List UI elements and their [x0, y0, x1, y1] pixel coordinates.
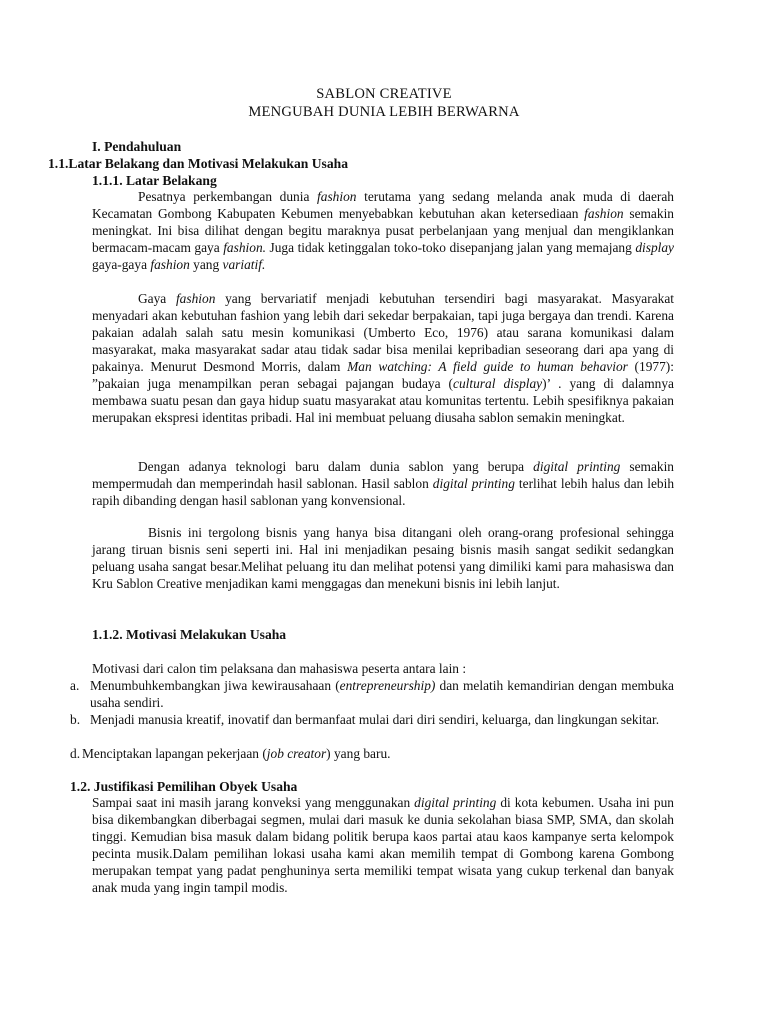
list-item-text: Menjadi manusia kreatif, inovatif dan bermanfaat mulai dari diri sendiri, keluarga, dan lingkungan sekitar. [90, 712, 660, 727]
paragraph-text: Gaya fashion yang bervariatif menjadi kebutuhan tersendiri bagi masyarakat. Masyarakat menyadari akan kebutuhan fashion yang lebih dari sekedar berpakaian, tapi juga bergaya dan trendi. Karena pakaian adalah salah satu mesin komunikasi (Umberto Eco, 1976) atau sarana komunikasi dalam masyarakat, maka masyarakat sadar atau tidak sadar bisa menilai kepribadian seseorang dari apa yang di pakainya. Menurut Desmond Morris, dalam Man watching: A field guide to human behavior (1977): ”pakaian juga menampilkan peran sebagai pajangan budaya (cultural display)’ . yang di dalamnya membawa suatu pesan dan gaya hidup suatu masyarakat atau komunitas tertentu. Lebih spesifiknya pakaian merupakan ekspresi identitas pribadi. Hal ini membuat peluang diusaha sablon semakin meningkat. [92, 291, 674, 425]
list-item-text: Menciptakan lapangan pekerjaan (job creator) yang baru. [82, 746, 391, 761]
paragraph-latar-belakang-4 [92, 524, 674, 592]
document-title-line-2: MENGUBAH DUNIA LEBIH BERWARNA [248, 104, 520, 120]
list-marker: a. [70, 678, 80, 693]
paragraph-text: Dengan adanya teknologi baru dalam dunia sablon yang berupa digital printing semakin mempermudah dan memperindah hasil sablonan. Hasil sablon digital printing terlihat lebih halus dan lebih rapih dibanding dengan hasil sablonan yang konvensional. [92, 459, 675, 508]
paragraph-justifikasi [92, 794, 674, 896]
heading-latar-belakang-dan-motivasi: 1.1.Latar Belakang dan Motivasi Melakukan Usaha [48, 156, 348, 171]
motivasi-intro [92, 660, 674, 677]
motivasi-intro-text: Motivasi dari calon tim pelaksana dan mahasiswa peserta antara lain : [92, 661, 467, 676]
paragraph-latar-belakang-1 [92, 188, 674, 273]
list-marker: d. [70, 746, 81, 761]
list-item-text: Menumbuhkembangkan jiwa kewirausahaan (entrepreneurship) dan melatih kemandirian dengan membuka usaha sendiri. [90, 678, 674, 710]
heading-motivasi-melakukan-usaha: 1.1.2. Motivasi Melakukan Usaha [92, 627, 287, 642]
motivasi-list [70, 677, 674, 762]
heading-latar-belakang: 1.1.1. Latar Belakang [92, 173, 217, 188]
list-marker: b. [70, 712, 81, 727]
list-item [70, 677, 674, 711]
paragraph-latar-belakang-3 [92, 458, 674, 509]
list-item [70, 711, 674, 745]
heading-justifikasi-pemilihan-obyek-usaha: 1.2. Justifikasi Pemilihan Obyek Usaha [70, 779, 298, 794]
heading-pendahuluan: I. Pendahuluan [92, 139, 182, 154]
paragraph-text: Pesatnya perkembangan dunia fashion terutama yang sedang melanda anak muda di daerah Kecamatan Gombong Kabupaten Kebumen menyebabkan kebutuhan akan ketersediaan fashion semakin meningkat. Ini bisa dilihat dengan begitu maraknya pusat perbelanjaan yang menjual dan mengiklankan bermacam-macam gaya fashion. Juga tidak ketinggalan toko-toko disepanjang jalan yang memajang display gaya-gaya fashion yang variatif. [92, 189, 674, 272]
paragraph-text: Bisnis ini tergolong bisnis yang hanya bisa ditangani oleh orang-orang profesional sehingga jarang tiruan bisnis seni seperti ini. Hal ini menjadikan pesaing bisnis masih sangat sedikit sedangkan peluang usaha sangat besar.Melihat peluang itu dan melihat potensi yang dimiliki kami para mahasiswa dan Kru Sablon Creative menjadikan kami menggagas dan menekuni bisnis ini lebih lanjut. [92, 525, 674, 591]
list-item [70, 745, 674, 762]
document-title-line-1: SABLON CREATIVE [316, 86, 452, 102]
paragraph-latar-belakang-2 [92, 290, 674, 426]
paragraph-text: Sampai saat ini masih jarang konveksi yang menggunakan digital printing di kota kebumen. Usaha ini pun bisa dikembangkan diberbagai segmen, mulai dari masuk ke dunia sekolahan biasa SMP, SMA, dan skolah tinggi. Kemudian bisa masuk dalam bidang politik berupa kaos partai atau kaos kampanye serta kelompok pecinta musik.Dalam pemilihan lokasi usaha kami akan memilih tempat di Gombong karena Gombong merupakan tempat yang padat penghuninya serta memiliki tempat wisata yang cukup terkenal dan banyak anak muda yang ingin tampil modis. [92, 795, 674, 895]
